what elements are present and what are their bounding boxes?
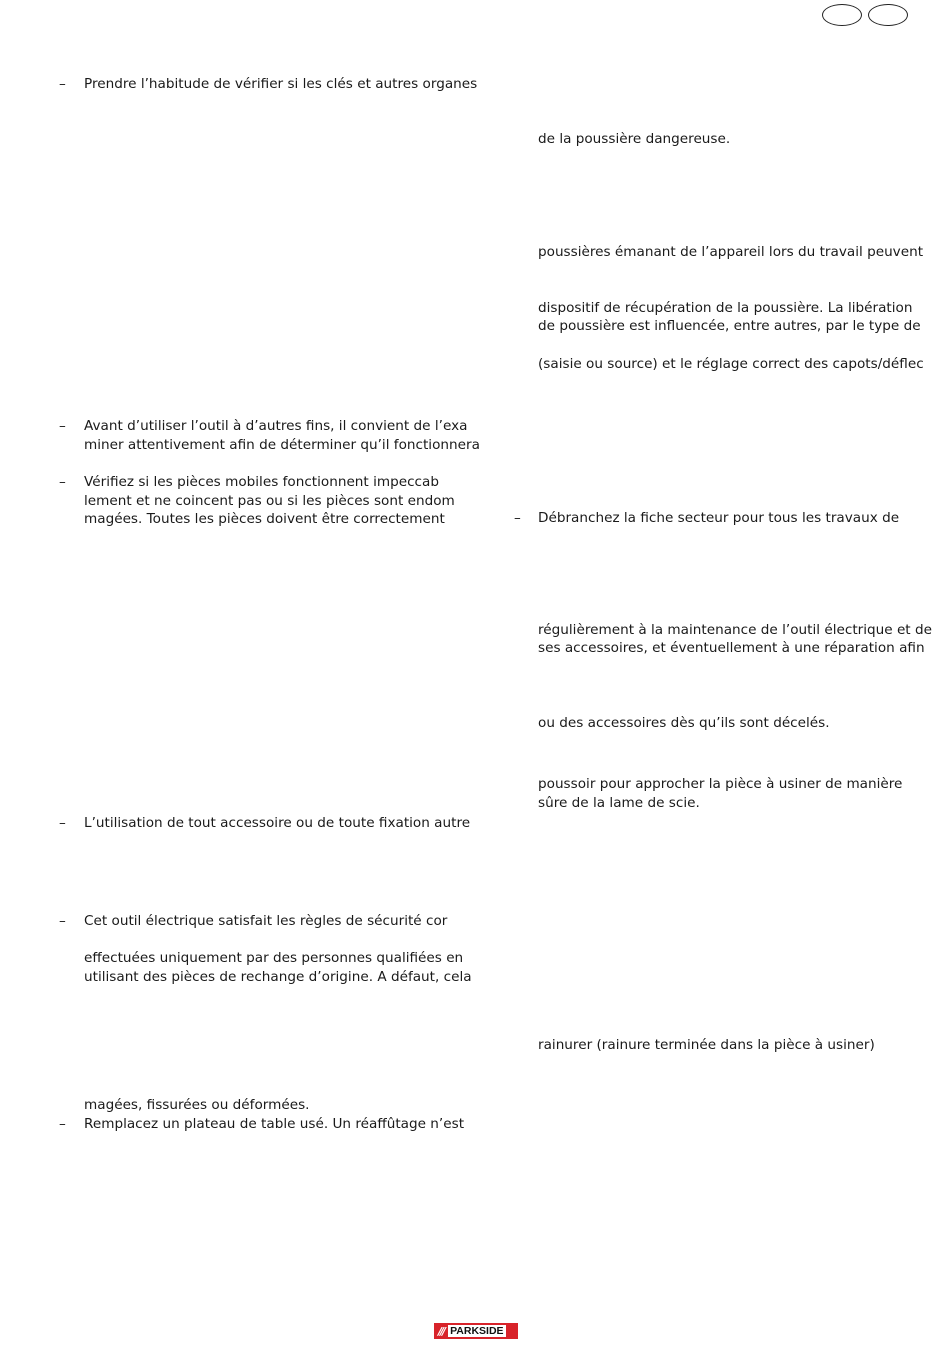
bullet-dash: –	[59, 76, 66, 92]
text-line: effectuées uniquement par des personnes qualifiées en	[84, 950, 464, 966]
bullet-dash: –	[514, 510, 521, 526]
parkside-logo	[434, 1323, 518, 1339]
logo-slashes: ///	[438, 1324, 445, 1338]
text-line: Vérifiez si les pièces mobiles fonctionnent impeccab	[84, 474, 439, 490]
text-line: de la poussière dangereuse.	[538, 131, 731, 147]
text-line: régulièrement à la maintenance de l’outil électrique et de	[538, 622, 932, 638]
text-line: Avant d’utiliser l’outil à d’autres fins, il convient de l’exa	[84, 418, 468, 434]
bullet-dash: –	[59, 815, 66, 831]
text-line: (saisie ou source) et le réglage correct des capots/déflec	[538, 356, 924, 372]
bullet-dash: –	[59, 1116, 66, 1132]
logo-text: PARKSIDE	[450, 1325, 504, 1337]
text-line: de poussière est influencée, entre autres, par le type de	[538, 318, 921, 334]
language-badges	[822, 4, 908, 26]
bullet-dash: –	[59, 474, 66, 490]
text-line: Remplacez un plateau de table usé. Un réaffûtage n’est	[84, 1116, 465, 1132]
text-line: dispositif de récupération de la poussière. La libération	[538, 300, 913, 316]
language-badge-oval	[868, 4, 908, 26]
text-line: ou des accessoires dès qu’ils sont décelés.	[538, 715, 830, 731]
text-line: miner attentivement afin de déterminer qu’il fonctionnera	[84, 437, 480, 453]
text-line: lement et ne coincent pas ou si les pièces sont endom	[84, 493, 455, 509]
text-line: magées. Toutes les pièces doivent être correctement	[84, 511, 445, 527]
bullet-dash: –	[59, 418, 66, 434]
text-line: Prendre l’habitude de vérifier si les clés et autres organes	[84, 76, 478, 92]
text-line: sûre de la lame de scie.	[538, 795, 700, 811]
text-line: magées, fissurées ou déformées.	[84, 1097, 310, 1113]
text-line: Débranchez la fiche secteur pour tous les travaux de	[538, 510, 900, 526]
text-line: Cet outil électrique satisfait les règles de sécurité cor	[84, 913, 448, 929]
text-line: poussières émanant de l’appareil lors du travail peuvent	[538, 244, 924, 260]
text-line: rainurer (rainure terminée dans la pièce à usiner)	[538, 1037, 875, 1053]
text-line: ses accessoires, et éventuellement à une réparation afin	[538, 640, 925, 656]
text-line: poussoir pour approcher la pièce à usiner de manière	[538, 776, 903, 792]
language-badge-oval	[822, 4, 862, 26]
bullet-dash: –	[59, 913, 66, 929]
text-line: L’utilisation de tout accessoire ou de toute fixation autre	[84, 815, 471, 831]
text-line: utilisant des pièces de rechange d’origine. A défaut, cela	[84, 969, 472, 985]
